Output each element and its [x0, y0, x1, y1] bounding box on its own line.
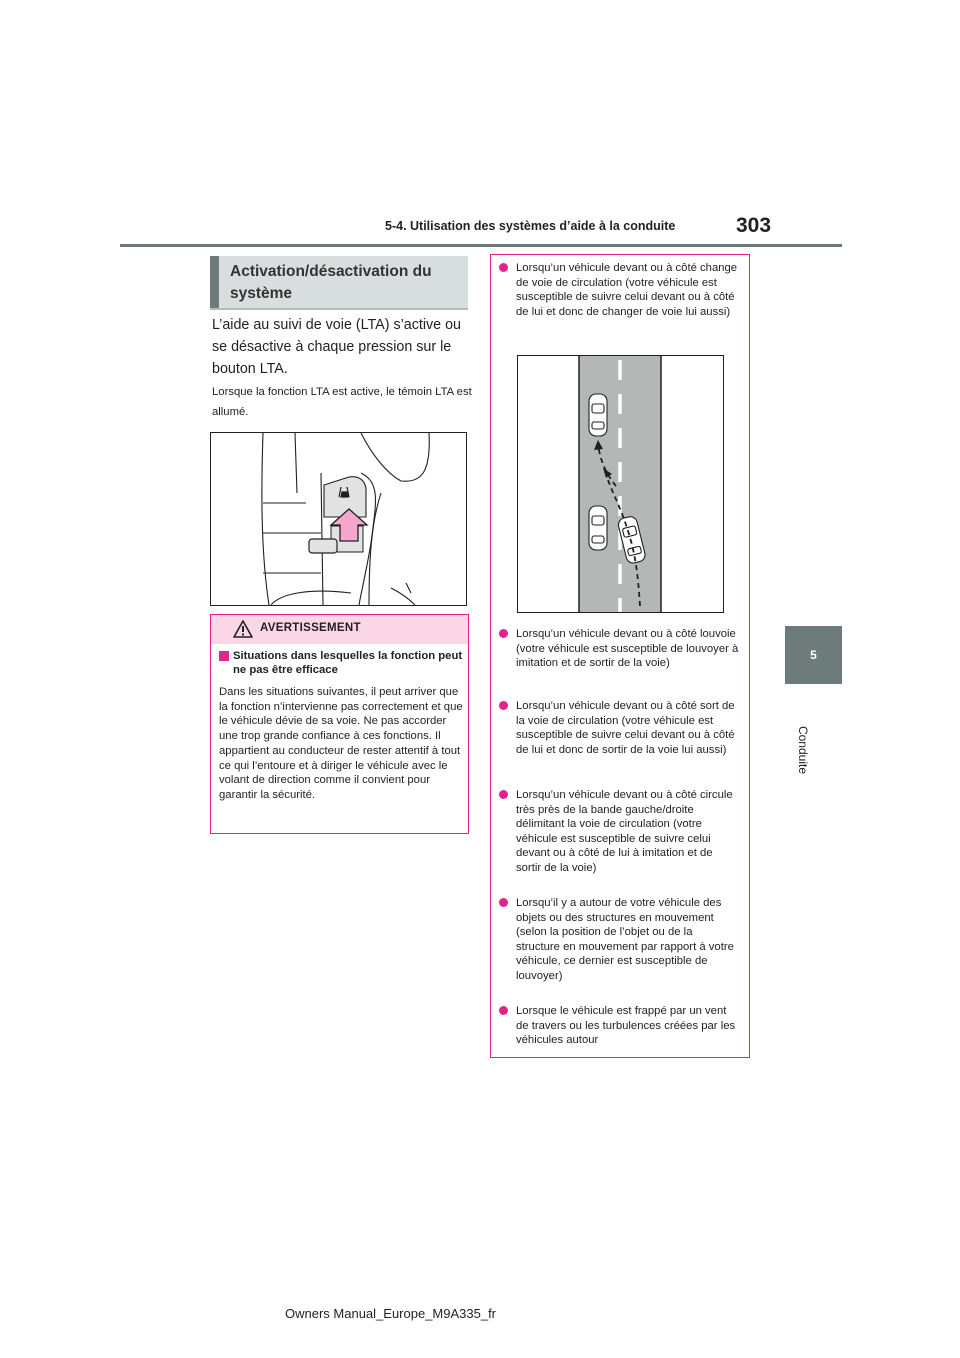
- bullet-dot-icon: [499, 701, 508, 710]
- footer-doc-id: Owners Manual_Europe_M9A335_fr: [285, 1306, 497, 1321]
- header-rule: [120, 244, 842, 247]
- warning-box: [210, 614, 469, 834]
- section-header: 5-4. Utilisation des systèmes d’aide à la conduite: [385, 219, 676, 233]
- section-title: [210, 256, 468, 308]
- square-bullet-icon: [219, 651, 229, 661]
- bullet-dot-icon: [499, 1006, 508, 1015]
- list-item: Lorsque le véhicule est frappé par un vent de travers ou les turbulences créées par les véhicules autour: [499, 1004, 739, 1048]
- car-front-left: [589, 394, 607, 436]
- list-item: Lorsqu’un véhicule devant ou à côté louvoie (votre véhicule est susceptible de louvoyer à imitation et de sortir de la voie): [499, 627, 739, 671]
- bullet-dot-icon: [499, 263, 508, 272]
- lane-change-illustration: [518, 356, 723, 612]
- car-rear-left: [589, 506, 607, 550]
- section-title-line2: système: [230, 285, 293, 302]
- warning-header: [211, 615, 468, 644]
- page-number: 303: [736, 214, 772, 237]
- chapter-tab[interactable]: [785, 626, 842, 684]
- bullet-dot-icon: [499, 629, 508, 638]
- conditions-box: [490, 254, 750, 1058]
- warning-triangle-icon: [233, 620, 253, 638]
- chapter-label: Conduite: [796, 725, 810, 775]
- chapter-number: 5: [810, 648, 817, 662]
- section-title-line1: Activation/désactivation du: [230, 263, 432, 280]
- section-title-underline: [210, 308, 468, 310]
- bullet-dot-icon: [499, 898, 508, 907]
- warning-body: Dans les situations suivantes, il peut arriver que la fonction n’intervienne pas correctement et que le véhicule dévie de sa voie. Ne pas accorder une trop grande confiance à ces fonctions. Il appartient au conducteur de rester attentif à tout ce qui l’entoure et à diriger le véhicule avec le volant de direction comme il convient pour garantir la sécurité.: [219, 686, 463, 801]
- steering-wheel-figure: [210, 432, 467, 606]
- steering-wheel-illustration: [211, 433, 466, 605]
- list-item: Lorsqu’il y a autour de votre véhicule des objets ou des structures en mouvement (selon la position de l’objet ou de la structure en mouvement par rapport à votre véhicule, ce dernier est susceptible de louvoyer): [499, 896, 739, 984]
- list-item: Lorsqu’un véhicule devant ou à côté change de voie de circulation (votre véhicule est susceptible de suivre celui devant ou à côté de lui et donc de changer de voie lui aussi): [499, 261, 739, 319]
- intro-note: Lorsque la fonction LTA est active, le témoin LTA est allumé.: [212, 386, 472, 418]
- bullet-dot-icon: [499, 790, 508, 799]
- lane-change-figure: [517, 355, 724, 613]
- list-item: Lorsqu’un véhicule devant ou à côté sort de la voie de circulation (votre véhicule est susceptible de suivre celui devant ou à côté de lui et donc de sortir de la voie lui aussi): [499, 699, 739, 757]
- warning-label: AVERTISSEMENT: [260, 622, 361, 634]
- intro-text: L’aide au suivi de voie (LTA) s’active ou se désactive à chaque pression sur le bouton LTA.: [212, 317, 462, 377]
- warning-subtitle: Situations dans lesquelles la fonction peut ne pas être efficace: [219, 649, 464, 677]
- list-item: Lorsqu’un véhicule devant ou à côté circule très près de la bande gauche/droite délimitant la voie de circulation (votre véhicule est susceptible de suivre celui devant ou à côté de lui à imitation et de sortir de la voie): [499, 788, 739, 876]
